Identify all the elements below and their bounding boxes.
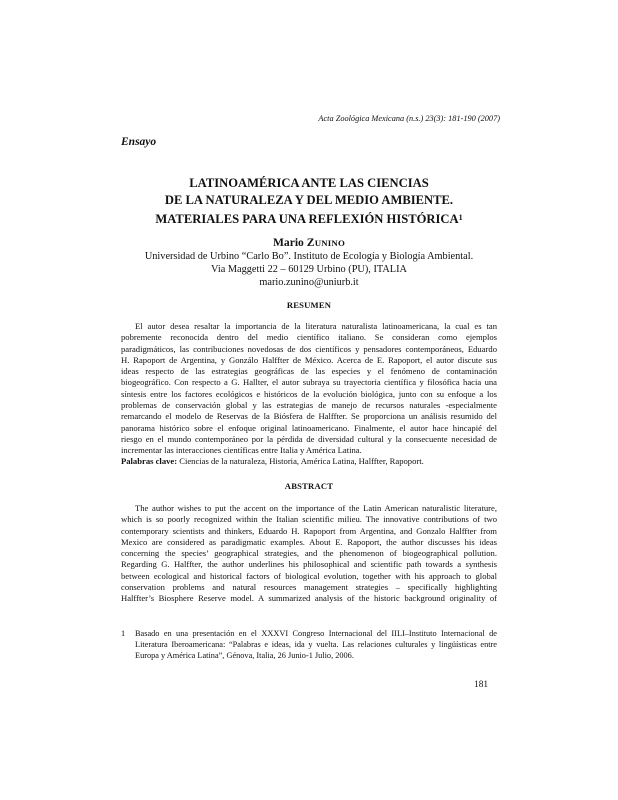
keywords-text: Ciencias de la naturaleza, Historia, América Latina, Halffter, Rapoport. xyxy=(177,456,424,466)
title-line-2: DE LA NATURALEZA Y DEL MEDIO AMBIENTE. xyxy=(164,193,454,207)
resumen-line: riesgo en el mundo contemporáneo por la pérdida de diversidad cultural y la consecuente necesidad de xyxy=(121,433,497,444)
abstract-line: The author wishes to put the accent on the importance of the Latin American naturalistic literature, xyxy=(135,503,497,513)
author-last-name xyxy=(307,238,345,248)
author-first-name: Mario xyxy=(272,236,304,249)
footnote-text xyxy=(135,628,497,662)
resumen-line: H. Rapoport de Argentina, y Gonzálo Halffter de México. Acerca de E. Rapoport, el autor discute sus xyxy=(121,354,497,365)
title-line-3-text: MATERIALES PARA UNA REFLEXIÓN HISTÓRICA xyxy=(155,212,459,226)
section-label: Ensayo xyxy=(121,136,157,148)
abstract-line: contemporary scientists and thinkers, Eduardo H. Rapoport from Argentina, and Gonzalo Halffter from xyxy=(121,525,497,536)
title-line-3 xyxy=(121,209,497,228)
footnote-line: Literatura Iberoamericana: “Palabras e ideas, ida y vuelta. Las relaciones culturales y lingüísticas entre xyxy=(135,640,497,650)
resumen-heading: RESUMEN xyxy=(286,300,332,310)
author-block xyxy=(121,236,497,289)
title-line-1: LATINOAMÉRICA ANTE LAS CIENCIAS xyxy=(189,176,429,190)
author-name xyxy=(121,236,497,250)
keywords-label: Palabras clave: xyxy=(121,456,178,466)
abstract-paragraph xyxy=(121,503,497,605)
footnote-line: Europa y América Latina”, Génova, Italia, 26 Junio-1 Julio, 2006. xyxy=(135,651,354,661)
title-footnote-marker: 1 xyxy=(458,213,463,222)
footnote-number: 1 xyxy=(121,629,126,638)
abstract-line: Regarding G. Halffter, the author underlines his philosophical and scientific path towards a synthesis xyxy=(121,559,497,570)
resumen-line: síntesis entre los factores ecológicos e históricos de la evolución biológica, junto con su enfoque a los xyxy=(121,388,497,399)
affiliation-line: Universidad de Urbino “Carlo Bo”. Instituto de Ecología y Biología Ambiental. xyxy=(144,251,474,262)
journal-citation: Acta Zoológica Mexicana (n.s.) 23(3): 181-190 (2007) xyxy=(318,114,500,123)
abstract-line: which is so poorly recognized within the Italian scientific milieu. The innovative contributions of two xyxy=(121,514,497,525)
resumen-line: remarcando el modelo de Reservas de la Biósfera de Halffter. Se proporciona un análisis resumido del xyxy=(121,411,497,422)
abstract-line: concerning the species’ geographical strategies, and the phenomenon of biogeographical pollution. xyxy=(121,548,497,559)
abstract-heading: ABSTRACT xyxy=(284,481,334,491)
resumen-line: pobremente reconocida dentro del medio científico italiano. Se consideran como ejemplos xyxy=(121,332,497,343)
article-title xyxy=(121,175,497,228)
abstract-line: Halffter’s Biosphere Reserve model. A summarized analysis of the historic background originality of xyxy=(121,593,497,604)
author-last-name-rest: UNINO xyxy=(314,238,346,248)
resumen-line: incrementar las interacciones científicas entre Italia y América Latina. xyxy=(121,445,362,456)
author-email: mario.zunino@uniurb.it xyxy=(259,277,359,288)
author-last-name-initial: Z xyxy=(306,236,315,249)
resumen-line: biogeográfico. Con respecto a G. Hallter, el autor subraya su trayectoria científica y filosófica hacia una xyxy=(121,377,497,388)
footnote-line: Basado en una presentación en el XXXVI Congreso Internacional del IILI–Instituto Internacional de xyxy=(135,629,497,638)
resumen-line: panorama histórico sobre el enfoque original latinoamericano. Finalmente, el autor hace hincapié del xyxy=(121,422,497,433)
page-number: 181 xyxy=(474,680,489,690)
resumen-paragraph xyxy=(121,321,497,457)
address-line: Via Maggetti 22 – 60129 Urbino (PU), ITALIA xyxy=(211,264,407,275)
abstract-line: Mexico are considered as paradigmatic examples. About E. Rapoport, the author discusses his ideas xyxy=(121,536,497,547)
resumen-line: paradigmáticos, las contribuciones novedosas de dos científicos y pensadores contemporáneos, Eduardo xyxy=(121,343,497,354)
keywords xyxy=(121,456,424,466)
resumen-line: El autor desea resaltar la importancia de la literatura naturalista latinoamericana, la cual es tan xyxy=(135,321,497,331)
resumen-line: ideas respecto de las estrategias geográficas de las especies y el fenómeno de contaminación xyxy=(121,366,497,377)
resumen-line: problemas de conservación global y las estrategias de manejo de recursos naturales -especialmente xyxy=(121,400,497,411)
abstract-line: conservation problems and natural resources management strategies – specifically highlighting xyxy=(121,582,497,593)
abstract-line: between ecological and historical factors of biological evolution, together with his approach to global xyxy=(121,570,497,581)
